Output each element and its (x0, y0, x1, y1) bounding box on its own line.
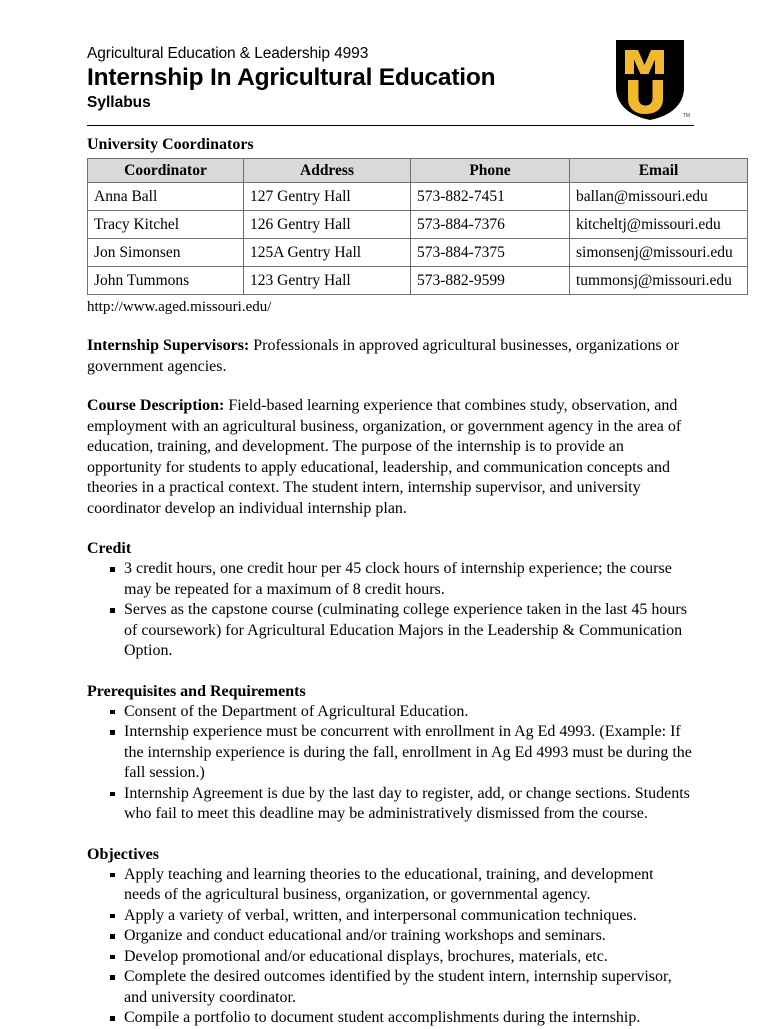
cell-address: 126 Gentry Hall (244, 211, 411, 239)
prerequisites-heading: Prerequisites and Requirements (87, 682, 306, 700)
list-item: Internship experience must be concurrent with enrollment in Ag Ed 4993. (Example: If the internship experience is during the fall, enrollment in Ag Ed 4993 must be during the fall session.) (109, 722, 694, 784)
objectives-heading: Objectives (87, 845, 159, 863)
credit-heading: Credit (87, 540, 132, 557)
column-header-coordinator: Coordinator (88, 159, 244, 183)
list-item: Develop promotional and/or educational displays, brochures, materials, etc. (109, 947, 694, 968)
course-number-line: Agricultural Education & Leadership 4993 (87, 45, 369, 62)
table-header-row (88, 159, 748, 183)
column-header-email: Email (570, 159, 748, 183)
list-item: Organize and conduct educational and/or training workshops and seminars. (109, 926, 694, 947)
credit-list (87, 559, 694, 662)
prerequisites-list (87, 702, 694, 825)
cell-coordinator: John Tummons (88, 267, 244, 295)
department-website-link[interactable]: http://www.aged.missouri.edu/ (87, 299, 272, 315)
cell-email: tummonsj@missouri.edu (570, 267, 748, 295)
list-item: Complete the desired outcomes identified by the student intern, internship supervisor, and university coordinator. (109, 967, 694, 1008)
coordinators-heading: University Coordinators (87, 136, 254, 153)
cell-phone: 573-884-7375 (411, 239, 570, 267)
coordinators-table (87, 158, 748, 295)
cell-coordinator: Tracy Kitchel (88, 211, 244, 239)
column-header-address: Address (244, 159, 411, 183)
course-description-text: Field-based learning experience that combines study, observation, and employment with an agricultural business, organization, or government agency in the area of education, training, and development. The purpose of the internship is to provide an opportunity for students to apply educational, leadership, and communication concepts and theories in a practical context. The student intern, internship supervisor, and university coordinator develop an individual internship plan. (87, 397, 682, 517)
table-row (88, 267, 748, 295)
list-item: Serves as the capstone course (culminating college experience taken in the last 45 hours of coursework) for Agricultural Education Majors in the Leadership & Communication Option. (109, 600, 694, 662)
trademark-symbol: TM (682, 113, 690, 119)
cell-address: 125A Gentry Hall (244, 239, 411, 267)
table-row (88, 239, 748, 267)
page-title: Internship In Agricultural Education (87, 64, 496, 91)
internship-supervisors-label: Internship Supervisors: (87, 337, 250, 354)
list-item: 3 credit hours, one credit hour per 45 clock hours of internship experience; the course may be repeated for a maximum of 8 credit hours. (109, 559, 694, 600)
mu-logo-icon (613, 38, 690, 122)
cell-email: kitcheltj@missouri.edu (570, 211, 748, 239)
list-item: Apply teaching and learning theories to the educational, training, and development needs of the agricultural business, organization, or governmental agency. (109, 865, 694, 906)
cell-address: 123 Gentry Hall (244, 267, 411, 295)
header-text-block (87, 44, 587, 112)
cell-address: 127 Gentry Hall (244, 183, 411, 211)
cell-phone: 573-882-7451 (411, 183, 570, 211)
column-header-phone: Phone (411, 159, 570, 183)
list-item: Compile a portfolio to document student accomplishments during the internship. (109, 1008, 694, 1029)
cell-email: ballan@missouri.edu (570, 183, 748, 211)
cell-coordinator: Jon Simonsen (88, 239, 244, 267)
table-row (88, 183, 748, 211)
table-row (88, 211, 748, 239)
cell-phone: 573-884-7376 (411, 211, 570, 239)
list-item: Consent of the Department of Agricultural Education. (109, 702, 694, 723)
objectives-list (87, 865, 694, 1029)
course-description-label: Course Description: (87, 397, 225, 414)
list-item: Apply a variety of verbal, written, and interpersonal communication techniques. (109, 906, 694, 927)
internship-supervisors-text: Professionals in approved agricultural businesses, organizations or government agencies. (87, 337, 680, 375)
course-description-paragraph (87, 396, 694, 519)
document-subtitle: Syllabus (87, 94, 151, 111)
document-header (87, 44, 694, 122)
internship-supervisors-paragraph (87, 336, 694, 377)
cell-email: simonsenj@missouri.edu (570, 239, 748, 267)
cell-coordinator: Anna Ball (88, 183, 244, 211)
list-item: Internship Agreement is due by the last day to register, add, or change sections. Students who fail to meet this deadline may be administratively dismissed from the course. (109, 784, 694, 825)
cell-phone: 573-882-9599 (411, 267, 570, 295)
